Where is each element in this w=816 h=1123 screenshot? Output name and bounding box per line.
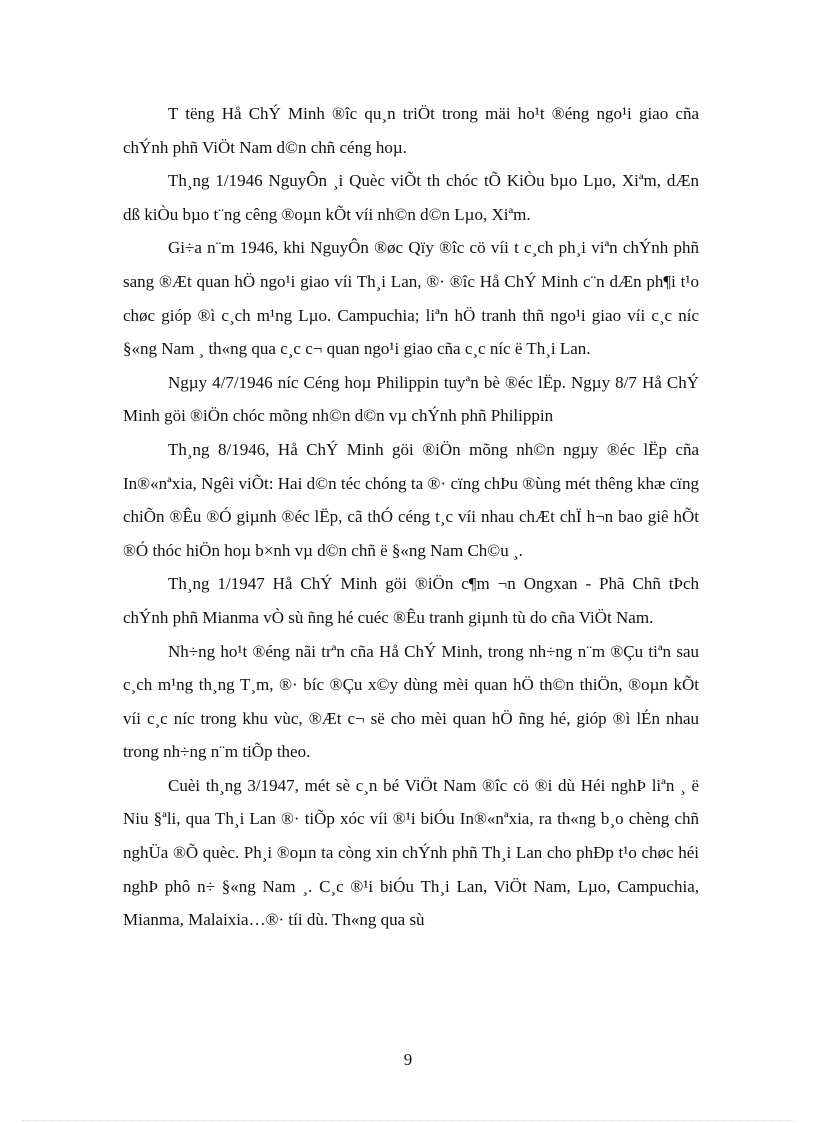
paragraph: Nh÷ng ho¹t ®éng nãi trªn cña Hå ChÝ Minh, trong nh÷ng n¨m ®Çu tiªn sau c¸ch m¹ng th¸ng T¸m, ®· bíc ®Çu x©y dùng mèi quan hÖ th©n thiÖn, ®oµn kÕt víi c¸c níc trong khu vùc, ®Æt c¬ së cho mèi quan hÖ ñng hé, gióp ®ì lÉn nhau trong nh÷ng n¨m tiÕp theo. xyxy=(123,641,699,762)
paragraph: Cuèi th¸ng 3/1947, mét sè c¸n bé ViÖt Nam ®îc cö ®i dù Héi nghÞ liªn ¸ ë Niu §ªli, qua Th¸i Lan ®· tiÕp xóc víi ®¹i biÓu In®«nªxia, ra th«ng b¸o chèng chñ nghÜa ®Õ quèc. Ph¸i ®oµn ta còng xin chÝnh phñ Th¸i Lan cho phÐp t¹o chøc héi nghÞ phô n÷ §«ng Nam ¸. C¸c ®¹i biÓu Th¸i Lan, ViÖt Nam, Lµo, Campuchia, Mianma, Malaixia…®· tíi dù. Th«ng qua sù xyxy=(123,775,699,930)
paragraph: T tëng Hå ChÝ Minh ®îc qu¸n triÖt trong mäi ho¹t ®éng ngo¹i giao cña chÝnh phñ ViÖt Nam d©n chñ céng hoµ. xyxy=(123,104,699,157)
paragraph: Ngµy 4/7/1946 níc Céng hoµ Philippin tuyªn bè ®éc lËp. Ngµy 8/7 Hå ChÝ Minh göi ®iÖn chóc mõng nh©n d©n vµ chÝnh phñ Philippin xyxy=(123,372,699,426)
paragraph: Th¸ng 8/1946, Hå ChÝ Minh göi ®iÖn mõng nh©n ngµy ®éc lËp cña In®«nªxia, Ngêi viÕt: Hai d©n téc chóng ta ®· cïng chÞu ®ùng mét thêng khæ cïng chiÕn ®Êu ®Ó giµnh ®éc lËp, cã thÓ céng t¸c víi nhau chÆt chÏ h¬n bao giê hÕt ®Ó thóc hiÖn hoµ b×nh vµ d©n chñ ë §«ng Nam Ch©u ¸. xyxy=(123,439,699,560)
paragraph: Th¸ng 1/1947 Hå ChÝ Minh göi ®iÖn c¶m ¬n Ongxan - Phã Chñ tÞch chÝnh phñ Mianma vÒ sù ñng hé cuéc ®Êu tranh giµnh tù do cña ViÖt Nam. xyxy=(123,574,699,627)
paragraph: Gi÷a n¨m 1946, khi NguyÔn ®øc Qïy ®îc cö víi t c¸ch ph¸i viªn chÝnh phñ sang ®Æt quan hÖ ngo¹i giao víi Th¸i Lan, ®· ®îc Hå ChÝ Minh c¨n dÆn ph¶i t¹o chøc gióp ®ì c¸ch m¹ng Lµo. Campuchia; liªn hÖ tranh thñ ngo¹i giao víi c¸c níc §«ng Nam ¸ th«ng qua c¸c c¬ quan ngo¹i giao cña c¸c níc ë Th¸i Lan. xyxy=(123,238,699,359)
page-bottom-divider xyxy=(22,1120,794,1121)
paragraph: Th¸ng 1/1946 NguyÔn ¸i Quèc viÕt th chóc tÕ KiÒu bµo Lµo, Xiªm, dÆn dß kiÒu bµo t¨ng cêng ®oµn kÕt víi nh©n d©n Lµo, Xiªm. xyxy=(123,171,699,224)
page-number: 9 xyxy=(403,1050,413,1069)
body-text xyxy=(123,97,699,937)
